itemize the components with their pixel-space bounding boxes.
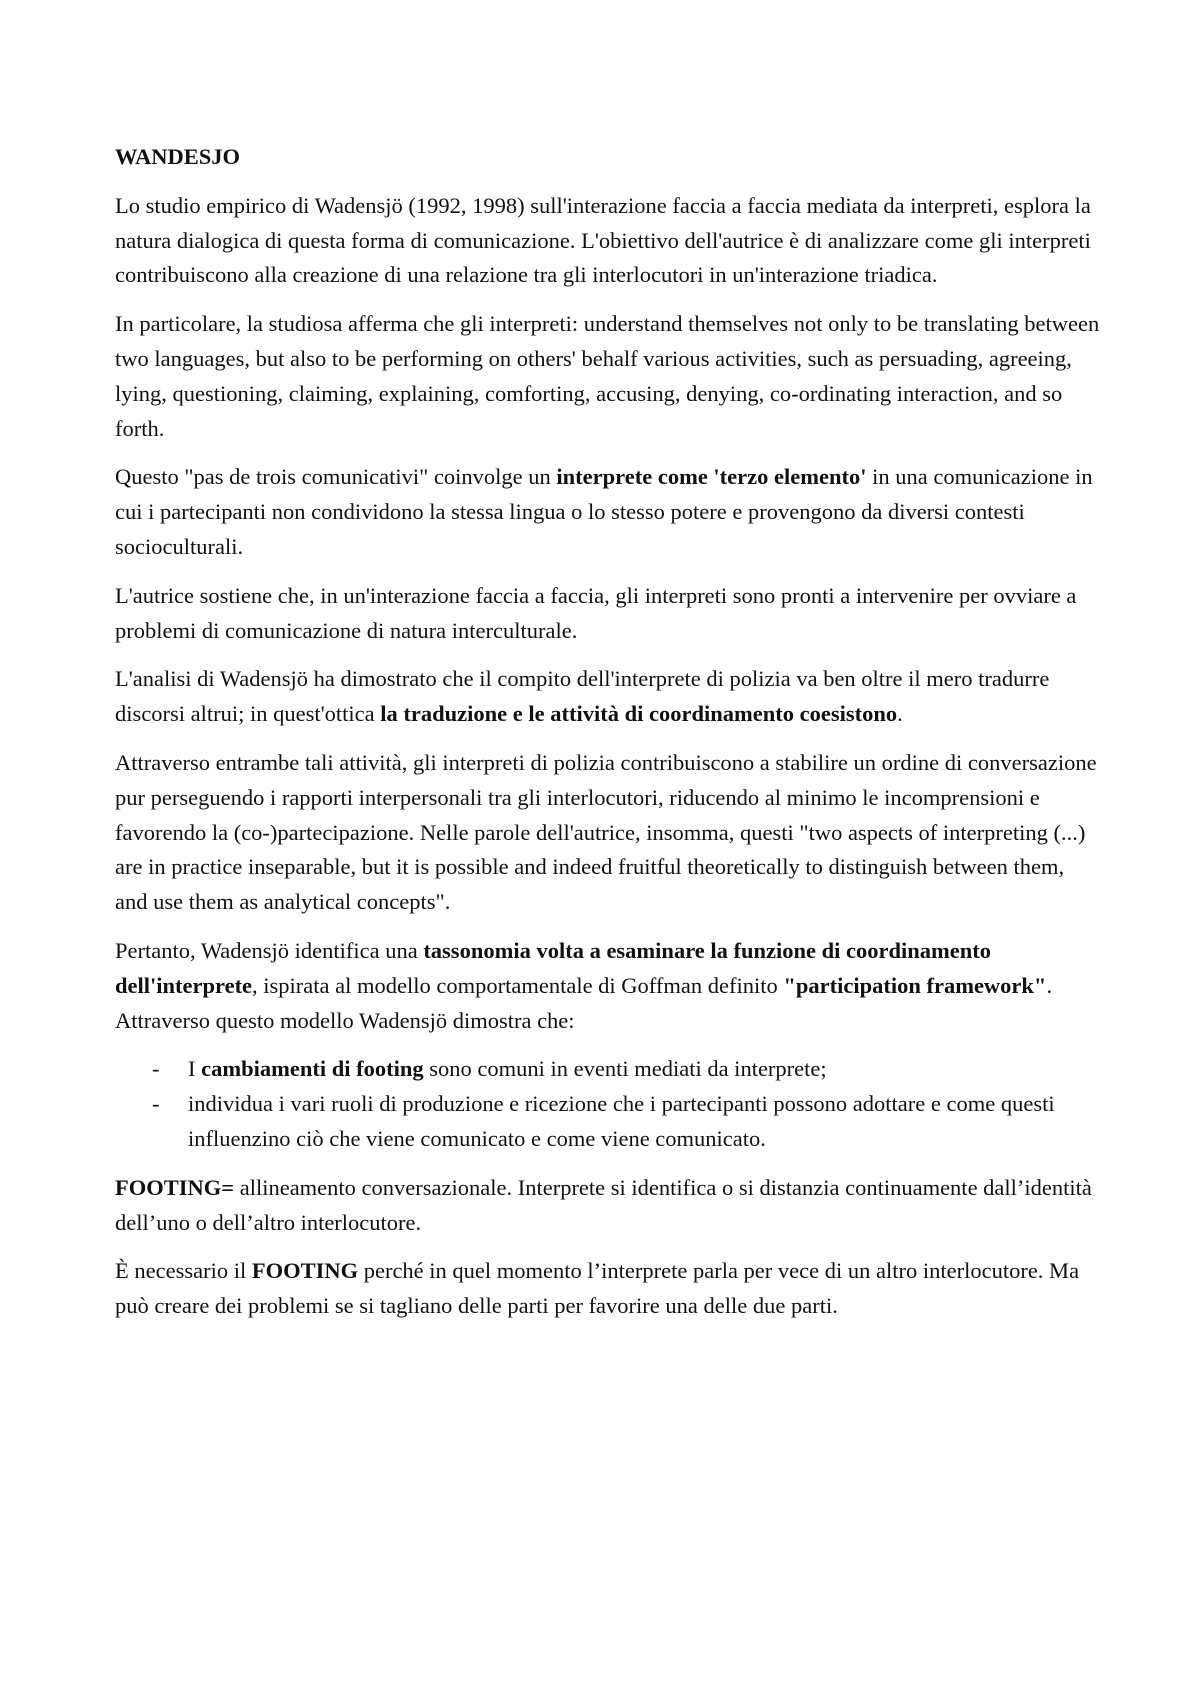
paragraph-quote-activities: In particolare, la studiosa afferma che gli interpreti: understand themselves not only to be translating between two languages, but also to be performing on others' behalf various activities, such as persuading, agreeing, lying, questioning, claiming, explaining, comforting, accusing, denying, co-ordinating interaction, and so forth. (115, 311, 1100, 441)
text-run: in una comunicazione in cui i partecipanti non condividono la stessa lingua o lo stesso potere e provengono da diversi contesti socioculturali. (115, 464, 1093, 559)
text-run: . Attraverso questo modello Wadensjö dimostra che: (115, 972, 1053, 1033)
document-title: WANDESJO (115, 144, 241, 169)
document-page (115, 140, 1100, 1338)
list-item (115, 1052, 1100, 1087)
text-run: perché in quel momento l’interprete parla per vece di un altro interlocutore. Ma può creare dei problemi se si tagliano delle parti per favorire una delle due parti. (115, 1258, 1080, 1319)
dash-bullet: - (152, 1056, 160, 1082)
text-run: . (897, 701, 903, 727)
bold-run: tassonomia volta a esaminare la funzione di coordinamento dell'interprete (115, 937, 992, 998)
paragraph-intercultural: L'autrice sostiene che, in un'interazione faccia a faccia, gli interpreti sono pronti a intervenire per ovviare a problemi di comunicazione di natura interculturale. (115, 582, 1077, 643)
text-run: Questo "pas de trois comunicativi" coinvolge un (115, 464, 557, 490)
bold-run: "participation framework" (783, 972, 1047, 998)
paragraph-footing-definition (115, 1171, 1100, 1241)
paragraph-coordination: Attraverso entrambe tali attività, gli interpreti di polizia contribuiscono a stabilire un ordine di conversazione pur perseguendo i rapporti interpersonali tra gli interlocutori, riducendo al minimo le incomprensioni e favorendo la (co-)partecipazione. Nelle parole dell'autrice, insomma, questi "two aspects of interpreting (...) are in practice inseparable, but it is possible and indeed fruitful theoretically to distinguish between them, and use them as analytical concepts". (115, 749, 1097, 915)
text-run: sono comuni in eventi mediati da interprete; (423, 1056, 827, 1082)
text-run: I (188, 1056, 202, 1082)
paragraph-taxonomy (115, 934, 1100, 1038)
text-run: individua i vari ruoli di produzione e ricezione che i partecipanti possono adottare e come questi influenzino ciò che viene comunicato e come viene comunicato. (188, 1091, 1055, 1151)
bold-run: cambiamenti di footing (201, 1056, 424, 1082)
list-item (115, 1087, 1100, 1157)
text-run: È necessario il (115, 1258, 252, 1284)
dash-bullet: - (152, 1091, 160, 1117)
text-run: L'analisi di Wadensjö ha dimostrato che il compito dell'interprete di polizia va ben oltre il mero tradurre discorsi altrui; in quest'ottica (115, 666, 1050, 727)
text-run: Pertanto, Wadensjö identifica una (115, 937, 424, 963)
paragraph-pas-de-trois (115, 460, 1100, 564)
dash-list (115, 1052, 1100, 1156)
bold-run: FOOTING= (115, 1174, 235, 1200)
paragraph-intro: Lo studio empirico di Wadensjö (1992, 1998) sull'interazione faccia a faccia mediata da interpreti, esplora la natura dialogica di questa forma di comunicazione. L'obiettivo dell'autrice è di analizzare come gli interpreti contribuiscono alla creazione di una relazione tra gli interlocutori in un'interazione triadica. (115, 192, 1091, 288)
bold-run: FOOTING (251, 1258, 359, 1284)
paragraph-footing-necessity (115, 1254, 1100, 1324)
text-run: , ispirata al modello comportamentale di Goffman definito (252, 972, 784, 998)
bold-run: interprete come 'terzo elemento' (556, 464, 867, 490)
paragraph-police-interpreter (115, 662, 1100, 732)
bold-run: la traduzione e le attività di coordinamento coesistono (380, 701, 898, 727)
text-run: allineamento conversazionale. Interprete si identifica o si distanzia continuamente dall’identità dell’uno o dell’altro interlocutore. (115, 1174, 1092, 1235)
